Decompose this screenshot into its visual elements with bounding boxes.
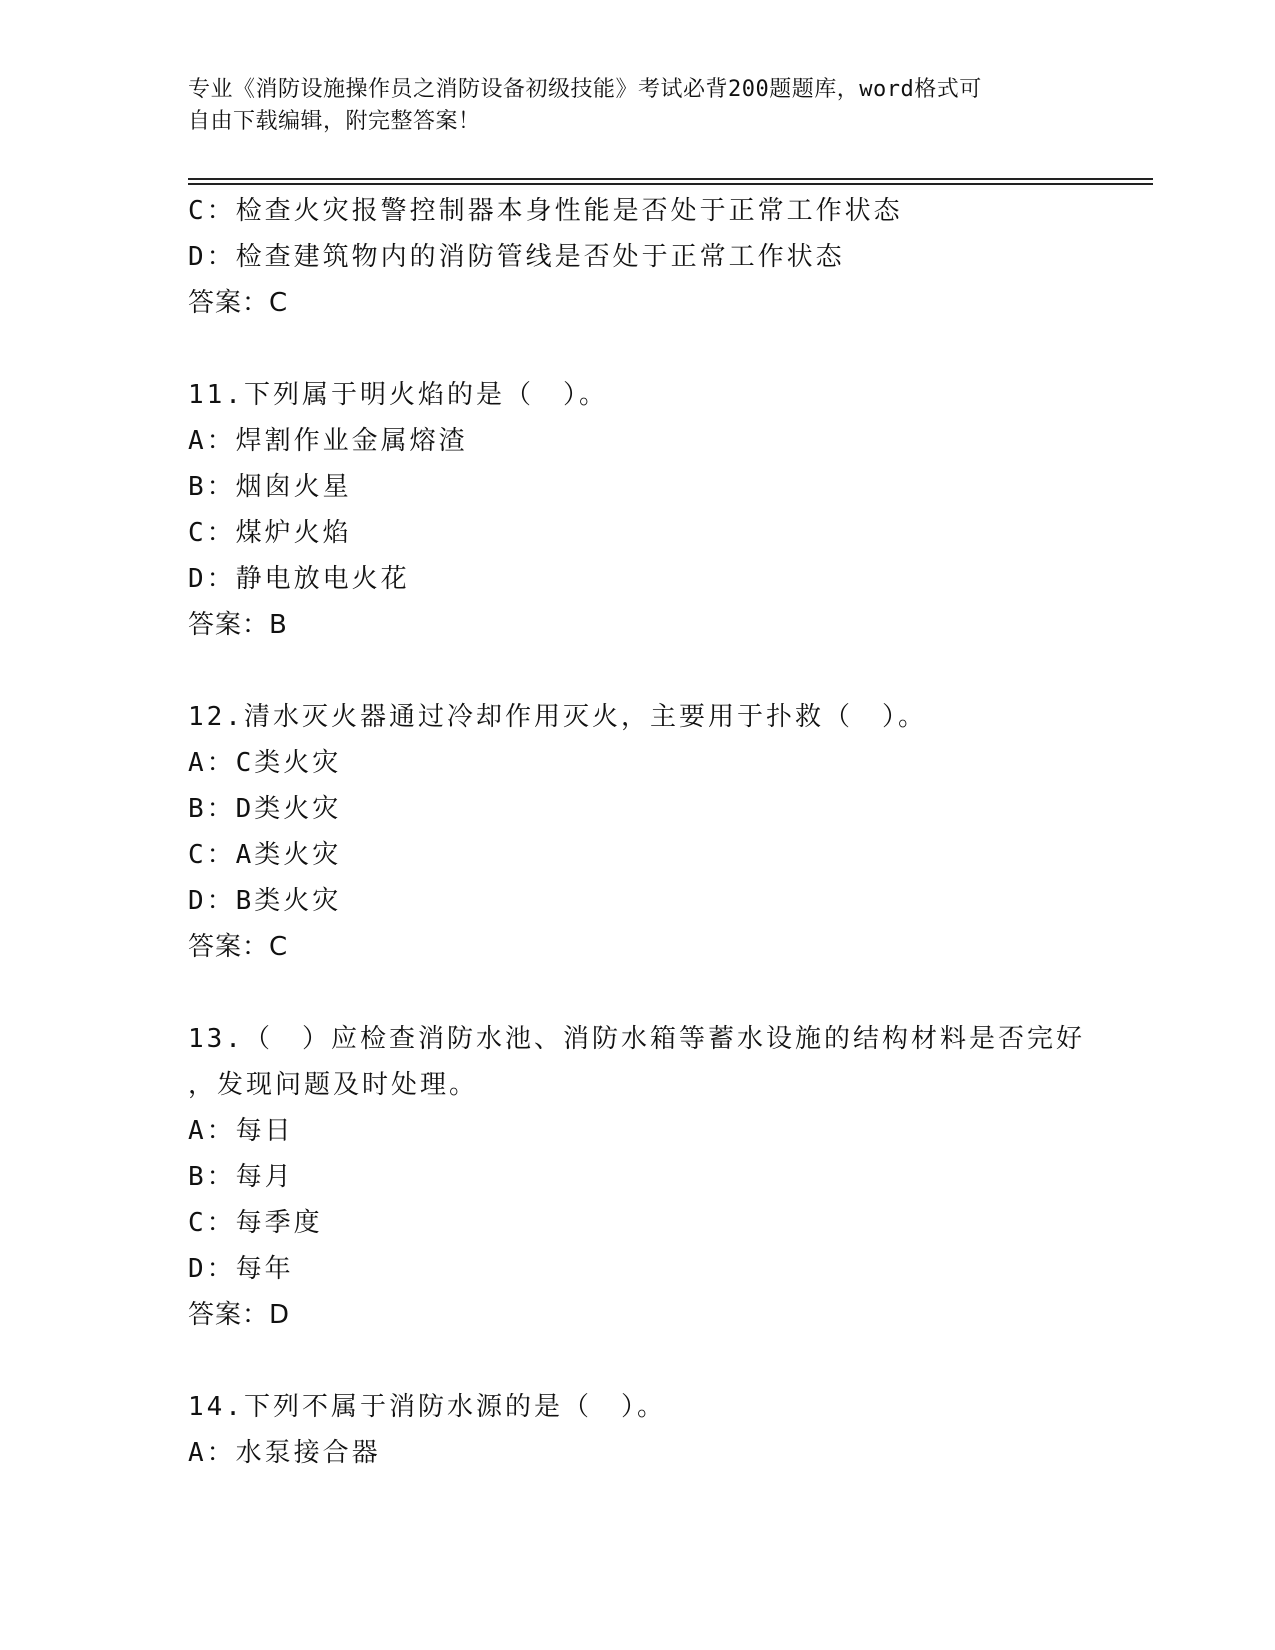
spacer (188, 970, 1108, 1016)
question-stem: 11.下列属于明火焰的是（ ）。 (188, 380, 608, 410)
question-11 (188, 372, 1108, 648)
answer: 答案：D (188, 1300, 291, 1330)
header-line-1: 专业《消防设施操作员之消防设备初级技能》考试必背200题题库，word格式可 (188, 77, 982, 102)
question-stem-line-1: 13.（ ）应检查消防水池、消防水箱等蓄水设施的结构材料是否完好 (188, 1024, 1085, 1054)
answer: 答案：C (188, 932, 289, 962)
answer: 答案：C (188, 288, 289, 318)
question-12 (188, 694, 1108, 970)
spacer (188, 648, 1108, 694)
option-d: D：静电放电火花 (188, 564, 410, 594)
option-b: B：D类火灾 (188, 794, 342, 824)
question-13 (188, 1016, 1108, 1338)
document-header (188, 74, 1088, 138)
option-b: B：烟囱火星 (188, 472, 352, 502)
option-a: A：水泵接合器 (188, 1438, 381, 1468)
option-d: D：检查建筑物内的消防管线是否处于正常工作状态 (188, 242, 845, 272)
option-d: D：B类火灾 (188, 886, 342, 916)
option-b: B：每月 (188, 1162, 294, 1192)
header-divider-bottom (188, 183, 1153, 185)
header-line-2: 自由下载编辑，附完整答案！ (188, 109, 481, 134)
question-14 (188, 1384, 1108, 1476)
option-c: C：煤炉火焰 (188, 518, 352, 548)
question-stem-line-2: ，发现问题及时处理。 (188, 1070, 479, 1100)
option-c: C：每季度 (188, 1208, 323, 1238)
question-list (188, 188, 1108, 1476)
option-a: A：每日 (188, 1116, 294, 1146)
question-stem: 14.下列不属于消防水源的是（ ）。 (188, 1392, 666, 1422)
option-a: A：焊割作业金属熔渣 (188, 426, 468, 456)
option-c: C：检查火灾报警控制器本身性能是否处于正常工作状态 (188, 196, 903, 226)
header-divider-top (188, 178, 1153, 180)
spacer (188, 326, 1108, 372)
answer: 答案：B (188, 610, 288, 640)
question-stem: 12.清水灭火器通过冷却作用灭火，主要用于扑救（ ）。 (188, 702, 927, 732)
option-c: C：A类火灾 (188, 840, 342, 870)
question-10-tail (188, 188, 1108, 326)
option-a: A：C类火灾 (188, 748, 342, 778)
option-d: D：每年 (188, 1254, 294, 1284)
spacer (188, 1338, 1108, 1384)
